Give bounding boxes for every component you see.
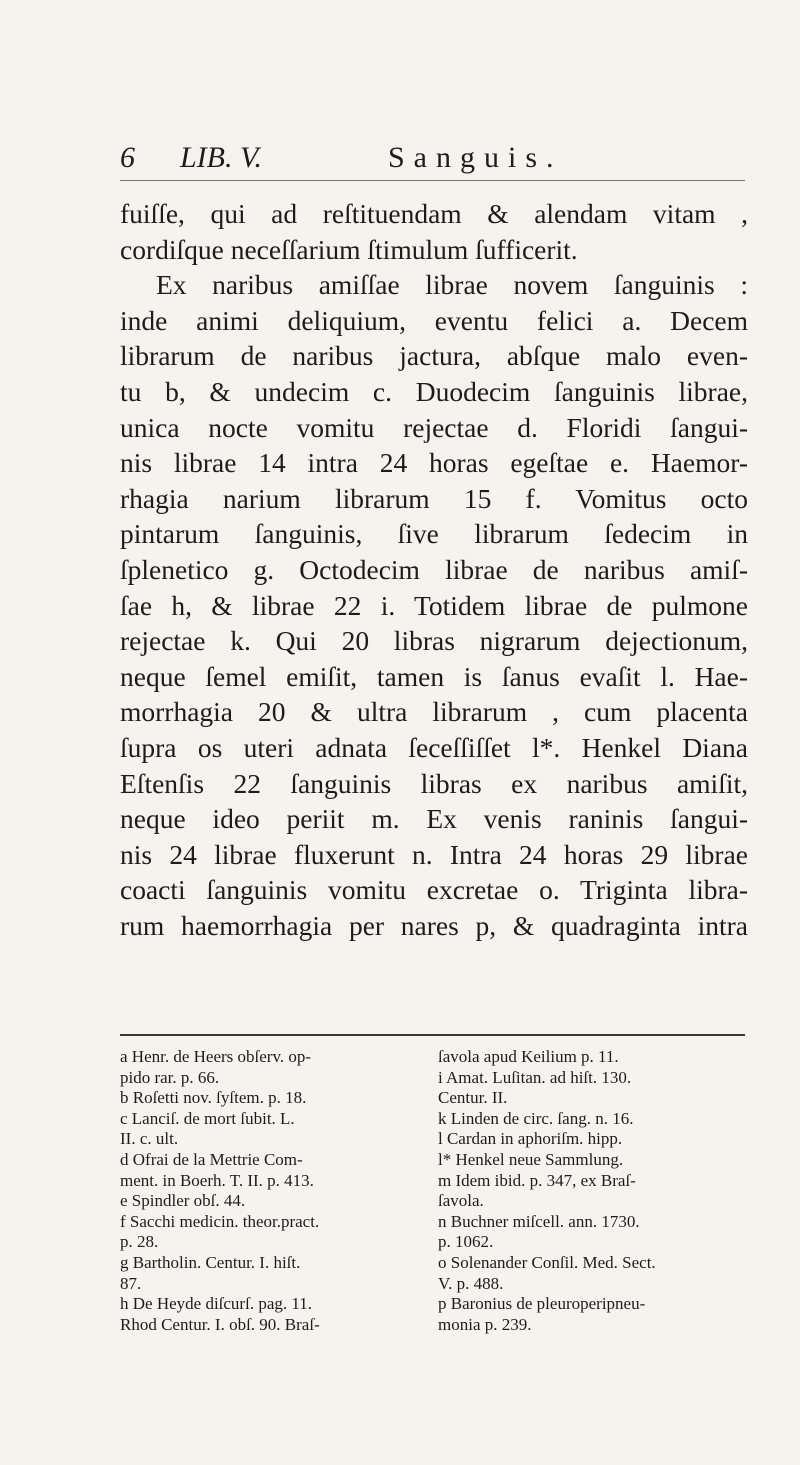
running-header	[120, 138, 740, 178]
text-line: Ex naribus amiſſae librae novem ſanguinis :	[156, 269, 748, 301]
text-line: rejectae k. Qui 20 libras nigrarum dejectionum,	[120, 625, 748, 657]
footnote-line: b Roſetti nov. ſyſtem. p. 18.	[120, 1088, 307, 1108]
footnote-line: II. c. ult.	[120, 1129, 179, 1149]
footnote-line: ſavola.	[438, 1191, 484, 1211]
footnote-line: h De Heyde diſcurſ. pag. 11.	[120, 1294, 312, 1314]
text-line: ſae h, & librae 22 i. Totidem librae de pulmone	[120, 589, 748, 621]
footnote-line: m Idem ibid. p. 347, ex Braſ-	[438, 1170, 636, 1190]
footnote-rule	[120, 1034, 745, 1036]
footnote-line: d Ofrai de la Mettrie Com-	[120, 1149, 303, 1169]
footnote-line: p. 28.	[120, 1232, 159, 1252]
footnote-line: c Lanciſ. de mort ſubit. L.	[120, 1108, 295, 1128]
page-number: 6	[120, 141, 135, 174]
footnote-line: ſavola apud Keilium p. 11.	[438, 1047, 619, 1066]
footnote-line: Rhod Centur. I. obſ. 90. Braſ-	[120, 1314, 320, 1334]
text-line: unica nocte vomitu rejectae d. Floridi ſangui-	[120, 411, 748, 443]
footnote-line: pido rar. p. 66.	[120, 1067, 220, 1087]
text-line: neque ideo periit m. Ex venis raninis ſangui-	[120, 803, 748, 835]
footnote-line: l Cardan in aphoriſm. hipp.	[438, 1129, 623, 1149]
book-label: LIB. V.	[180, 141, 262, 174]
footnote-line: monia p. 239.	[438, 1314, 532, 1334]
footnote-line: V. p. 488.	[438, 1273, 504, 1293]
text-line: morrhagia 20 & ultra librarum , cum placenta	[120, 696, 748, 728]
footnotes-right-column	[438, 1047, 738, 1335]
footnote-line: g Bartholin. Centur. I. hiſt.	[120, 1252, 301, 1272]
footnote-line: f Sacchi medicin. theor.pract.	[120, 1211, 320, 1231]
text-line: tu b, & undecim c. Duodecim ſanguinis librae,	[120, 375, 748, 407]
footnote-line: p. 1062.	[438, 1232, 494, 1252]
main-text	[120, 196, 748, 943]
text-line: inde animi deliquium, eventu felici a. Decem	[120, 304, 748, 336]
text-line: nis 24 librae fluxerunt n. Intra 24 horas 29 librae	[120, 838, 748, 870]
footnote-line: o Solenander Conſil. Med. Sect.	[438, 1252, 656, 1272]
footnote-line: n Buchner miſcell. ann. 1730.	[438, 1211, 640, 1231]
text-line: librarum de naribus jactura, abſque malo even-	[120, 340, 748, 372]
text-line: rum haemorrhagia per nares p, & quadraginta intra	[120, 909, 748, 941]
footnote-line: a Henr. de Heers obſerv. op-	[120, 1047, 312, 1066]
text-line: coacti ſanguinis vomitu excretae o. Triginta libra-	[120, 874, 748, 906]
text-line: Eſtenſis 22 ſanguinis libras ex naribus amiſit,	[120, 767, 748, 799]
page-title: Sanguis.	[388, 141, 563, 174]
text-line: cordiſque neceſſarium ſtimulum ſufficerit.	[120, 233, 578, 265]
footnote-line: ment. in Boerh. T. II. p. 413.	[120, 1170, 314, 1190]
footnote-line: i Amat. Luſitan. ad hiſt. 130.	[438, 1067, 632, 1087]
text-line: pintarum ſanguinis, ſive librarum ſedecim in	[120, 518, 748, 550]
header-rule	[120, 180, 745, 181]
text-line: ſplenetico g. Octodecim librae de naribus amiſ-	[120, 553, 748, 585]
text-line: neque ſemel emiſit, tamen is ſanus evaſit l. Hae-	[120, 660, 748, 692]
footnote-line: p Baronius de pleuroperipneu-	[438, 1294, 646, 1314]
text-line: nis librae 14 intra 24 horas egeſtae e. Haemor-	[120, 447, 748, 479]
footnote-line: k Linden de circ. ſang. n. 16.	[438, 1108, 634, 1128]
footnote-line: Centur. II.	[438, 1088, 508, 1108]
footnote-line: e Spindler obſ. 44.	[120, 1191, 246, 1211]
text-line: rhagia narium librarum 15 f. Vomitus octo	[120, 482, 748, 514]
text-line: ſupra os uteri adnata ſeceſſiſſet l*. Henkel Diana	[120, 731, 748, 763]
footnotes-left-column	[120, 1047, 420, 1335]
footnote-line: 87.	[120, 1273, 142, 1293]
text-line: fuiſſe, qui ad reſtituendam & alendam vitam ,	[120, 198, 748, 229]
footnote-line: l* Henkel neue Sammlung.	[438, 1149, 624, 1169]
